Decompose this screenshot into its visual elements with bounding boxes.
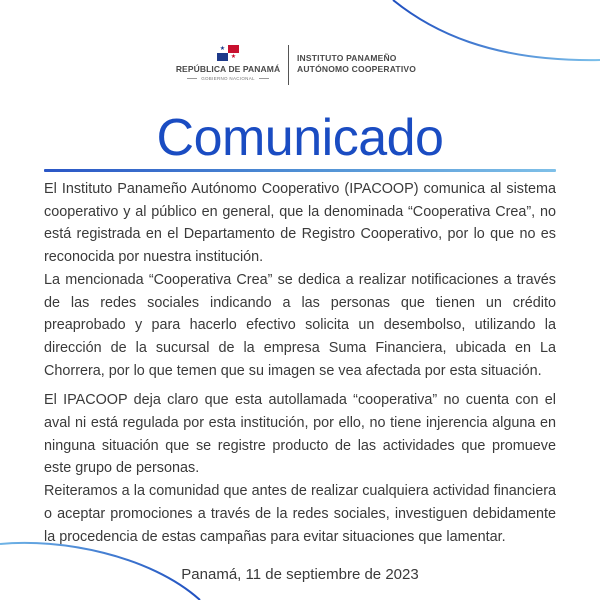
title-underline <box>44 169 556 172</box>
government-title: REPÚBLICA DE PANAMÁ <box>175 64 281 74</box>
communique-body <box>44 178 556 548</box>
institution-name <box>297 53 416 75</box>
institution-name-line2: AUTÓNOMO COOPERATIVO <box>297 64 417 74</box>
letterhead <box>0 40 600 90</box>
page-title: Comunicado <box>156 109 444 167</box>
paragraph-4: Reiteramos a la comunidad que antes de realizar cualquiera actividad financiera o aceptar promociones a través de la redes sociales, investiguen debidamente la procedencia de estas campañas para evitar situaciones que lamentar. <box>44 483 556 545</box>
paragraph-1: El Instituto Panameño Autónomo Cooperativo (IPACOOP) comunica al sistema cooperativo y al público en general, que la denominada “Cooperativa Crea”, no está registrada en el Departamento de Registro Cooperativo, por lo que no es reconocida por nuestra institución. <box>44 181 556 266</box>
paragraph-2: La mencionada “Cooperativa Crea” se dedica a realizar notificaciones a través de las redes sociales indicando a las personas que tienen un crédito preaprobado y para hacerlo efectivo solicita un desembolso, utilizando la dirección de la sucursal de la empresa Suma Financiera, ubicada en La Chorrera, por lo que temen que su imagen se vea afectada por esta situación. <box>44 271 556 379</box>
logo-divider <box>288 45 289 85</box>
paragraph-3: El IPACOOP deja claro que esta autollamada “cooperativa” no cuenta con el aval ni está regulada por esta institución, por ello, no tiene injerencia alguna en ninguna situación que se registre producto de las actividades que promueve este grupo de personas. <box>44 392 556 477</box>
document-date: Panamá, 11 de septiembre de 2023 <box>181 566 419 583</box>
panama-flag-icon: ★ ★ <box>217 45 239 61</box>
institution-name-line1: INSTITUTO PANAMEÑO <box>297 53 397 63</box>
government-logo <box>170 45 286 81</box>
government-subtitle: GOBIERNO NACIONAL <box>170 76 286 81</box>
